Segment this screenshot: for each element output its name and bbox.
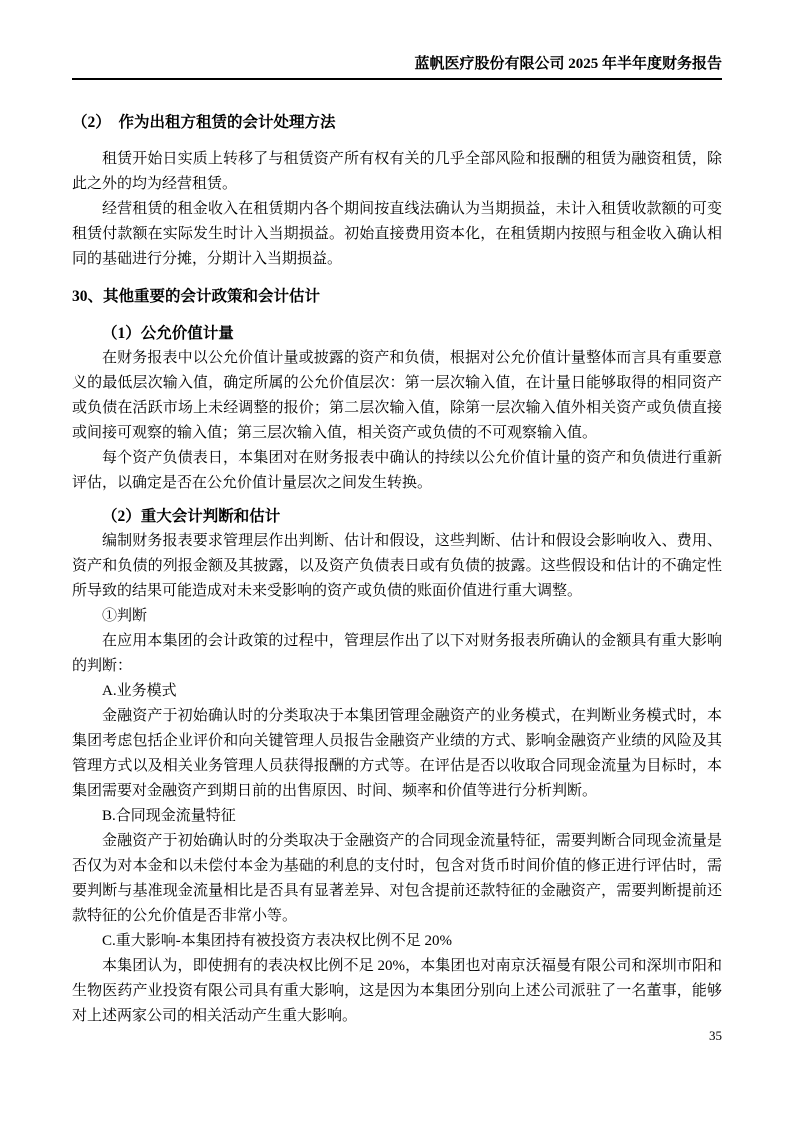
heading-lessor-lease-accounting: （2） 作为出租方租赁的会计处理方法 — [72, 114, 336, 131]
label-contract-cash-flow: B.合同现金流量特征 — [102, 808, 236, 824]
heading-fair-value-measurement: （1）公允价值计量 — [102, 325, 234, 342]
para-fair-value-reassessment: 每个资产负债表日，本集团对在财务报表中确认的持续以公允价值计量的资产和负债进行重新评估，以确定是否在公允价值计量层次之间发生转换。 — [72, 450, 722, 491]
para-operating-lease-income: 经营租赁的租金收入在租赁期内各个期间按直线法确认为当期损益，未计入租赁收款额的可变租赁付款额在实际发生时计入当期损益。初始直接费用资本化，在租赁期内按照与租金收入确认相同的基础进行分摊，分期计入当期损益。 — [72, 201, 722, 267]
para-judgement-intro: 在应用本集团的会计政策的过程中，管理层作出了以下对财务报表所确认的金额具有重大影响的判断： — [72, 633, 722, 674]
para-finance-lease-definition: 租赁开始日实质上转移了与租赁资产所有权有关的几乎全部风险和报酬的租赁为融资租赁，除此之外的均为经营租赁。 — [72, 151, 722, 192]
heading-significant-judgements-estimates: （2）重大会计判断和估计 — [102, 508, 281, 525]
label-judgement: ①判断 — [102, 608, 148, 624]
document-body — [72, 110, 722, 1029]
label-business-model: A.业务模式 — [102, 683, 177, 699]
para-business-model: 金融资产于初始确认时的分类取决于本集团管理金融资产的业务模式，在判断业务模式时，本集团考虑包括企业评价和向关键管理人员报告金融资产业绩的方式、影响金融资产业绩的风险及其管理方式以及相关业务管理人员获得报酬的方式等。在评估是否以收取合同现金流量为目标时，本集团需要对金融资产到期日前的出售原因、时间、频率和价值等进行分析判断。 — [72, 708, 722, 799]
page-header — [72, 54, 722, 80]
label-significant-influence: C.重大影响-本集团持有被投资方表决权比例不足 20% — [102, 933, 452, 949]
para-judgements-assumptions: 编制财务报表要求管理层作出判断、估计和假设，这些判断、估计和假设会影响收入、费用、资产和负债的列报金额及其披露，以及资产负债表日或有负债的披露。这些假设和估计的不确定性所导致的结果可能造成对未来受影响的资产或负债的账面价值进行重大调整。 — [72, 533, 722, 599]
page-footer — [709, 1028, 722, 1044]
para-fair-value-levels: 在财务报表中以公允价值计量或披露的资产和负债，根据对公允价值计量整体而言具有重要意义的最低层次输入值，确定所属的公允价值层次：第一层次输入值，在计量日能够取得的相同资产或负债在活跃市场上未经调整的报价；第二层次输入值，除第一层次输入值外相关资产或负债直接或间接可观察的输入值；第三层次输入值，相关资产或负债的不可观察输入值。 — [72, 350, 722, 441]
heading-other-important-policies: 30、其他重要的会计政策和会计估计 — [72, 288, 321, 305]
para-significant-influence: 本集团认为，即使拥有的表决权比例不足 20%，本集团也对南京沃福曼有限公司和深圳市阳和生物医药产业投资有限公司具有重大影响，这是因为本集团分别向上述公司派驻了一名董事，能够对上述两家公司的相关活动产生重大影响。 — [72, 958, 722, 1024]
report-header-title: 蓝帆医疗股份有限公司 2025 年半年度财务报告 — [414, 56, 722, 72]
para-contract-cash-flow: 金融资产于初始确认时的分类取决于金融资产的合同现金流量特征，需要判断合同现金流量是否仅为对本金和以未偿付本金为基础的利息的支付时，包含对货币时间价值的修正进行评估时，需要判断与基准现金流量相比是否具有显著差异、对包含提前还款特征的金融资产，需要判断提前还款特征的公允价值是否非常小等。 — [72, 833, 722, 924]
page-number: 35 — [709, 1028, 722, 1043]
